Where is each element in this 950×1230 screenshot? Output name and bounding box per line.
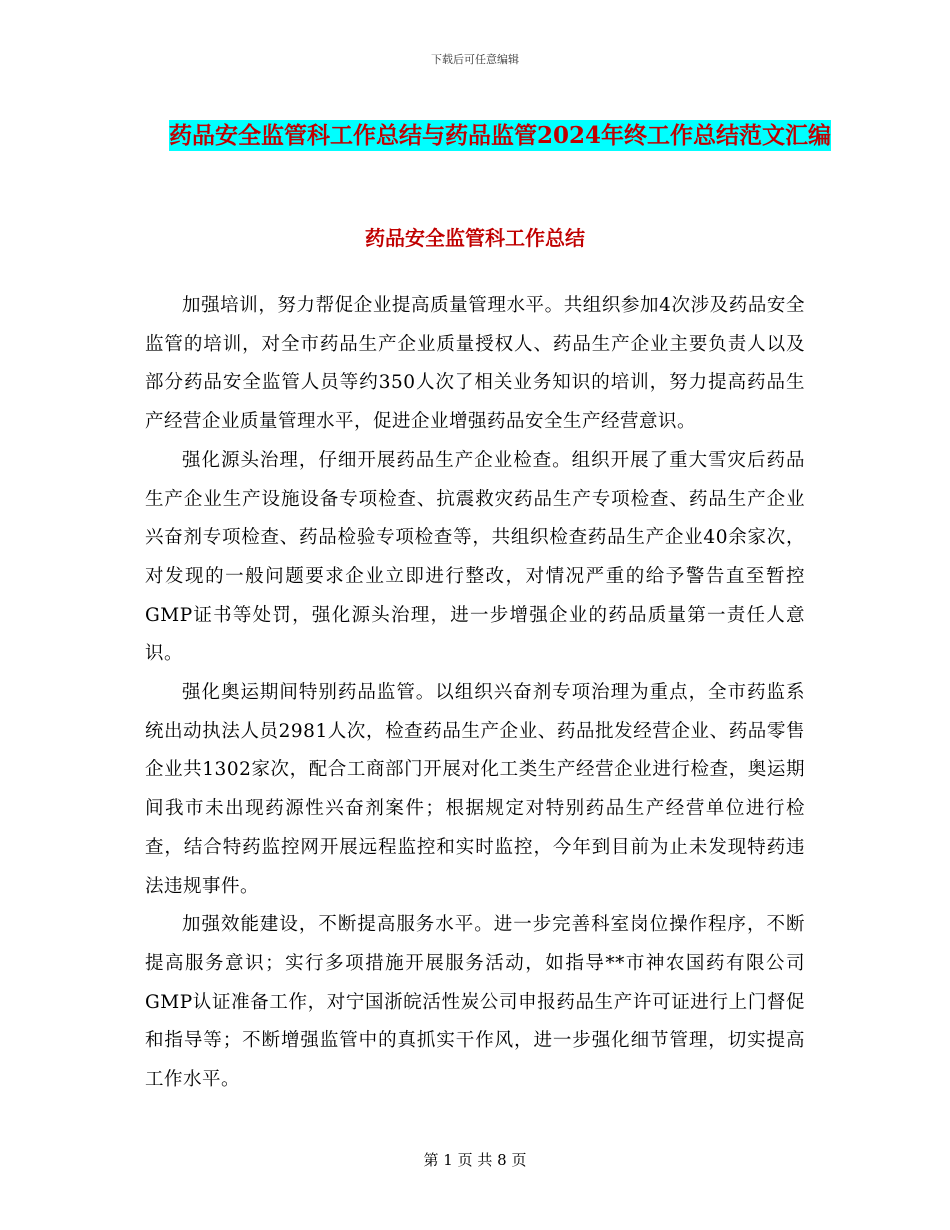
paragraph-olympic-supervision: 强化奥运期间特别药品监管。以组织兴奋剂专项治理为重点，全市药监系统出动执法人员2981人次，检查药品生产企业、药品批发经营企业、药品零售企业共1302家次，配合工商部门开展对化工类生产经营企业进行检查，奥运期间我市未出现药源性兴奋剂案件；根据规定对特别药品生产经营单位进行检查，结合特药监控网开展远程监控和实时监控，今年到目前为止未发现特药违法违规事件。 (145, 682, 805, 897)
document-title-text: 药品安全监管科工作总结与药品监管2024年终工作总结范文汇编 (168, 122, 831, 149)
page-header-note: 下载后可任意编辑 (431, 53, 519, 66)
paragraph-efficiency-building: 加强效能建设，不断提高服务水平。进一步完善科室岗位操作程序，不断提高服务意识；实行多项措施开展服务活动，如指导**市神农国药有限公司GMP认证准备工作，对宁国浙皖活性炭公司申报药品生产许可证进行上门督促和指导等；不断增强监管中的真抓实干作风，进一步强化细节管理，切实提高工作水平。 (145, 914, 805, 1091)
section-title: 药品安全监管科工作总结 (365, 226, 585, 250)
paragraph-training: 加强培训，努力帮促企业提高质量管理水平。共组织参加4次涉及药品安全监管的培训，对全市药品生产企业质量授权人、药品生产企业主要负责人以及部分药品安全监管人员等约350人次了相关业务知识的培训，努力提高药品生产经营企业质量管理水平，促进企业增强药品安全生产经营意识。 (145, 295, 805, 433)
page-footer-number: 第 1 页 共 8 页 (423, 1151, 527, 1169)
document-title (120, 112, 880, 160)
document-body (145, 287, 805, 1100)
paragraph-source-governance: 强化源头治理，仔细开展药品生产企业检查。组织开展了重大雪灾后药品生产企业生产设施设备专项检查、抗震救灾药品生产专项检查、药品生产企业兴奋剂专项检查、药品检验专项检查等，共组织检查药品生产企业40余家次，对发现的一般问题要求企业立即进行整改，对情况严重的给予警告直至暂控GMP证书等处罚，强化源头治理，进一步增强企业的药品质量第一责任人意识。 (145, 449, 805, 665)
